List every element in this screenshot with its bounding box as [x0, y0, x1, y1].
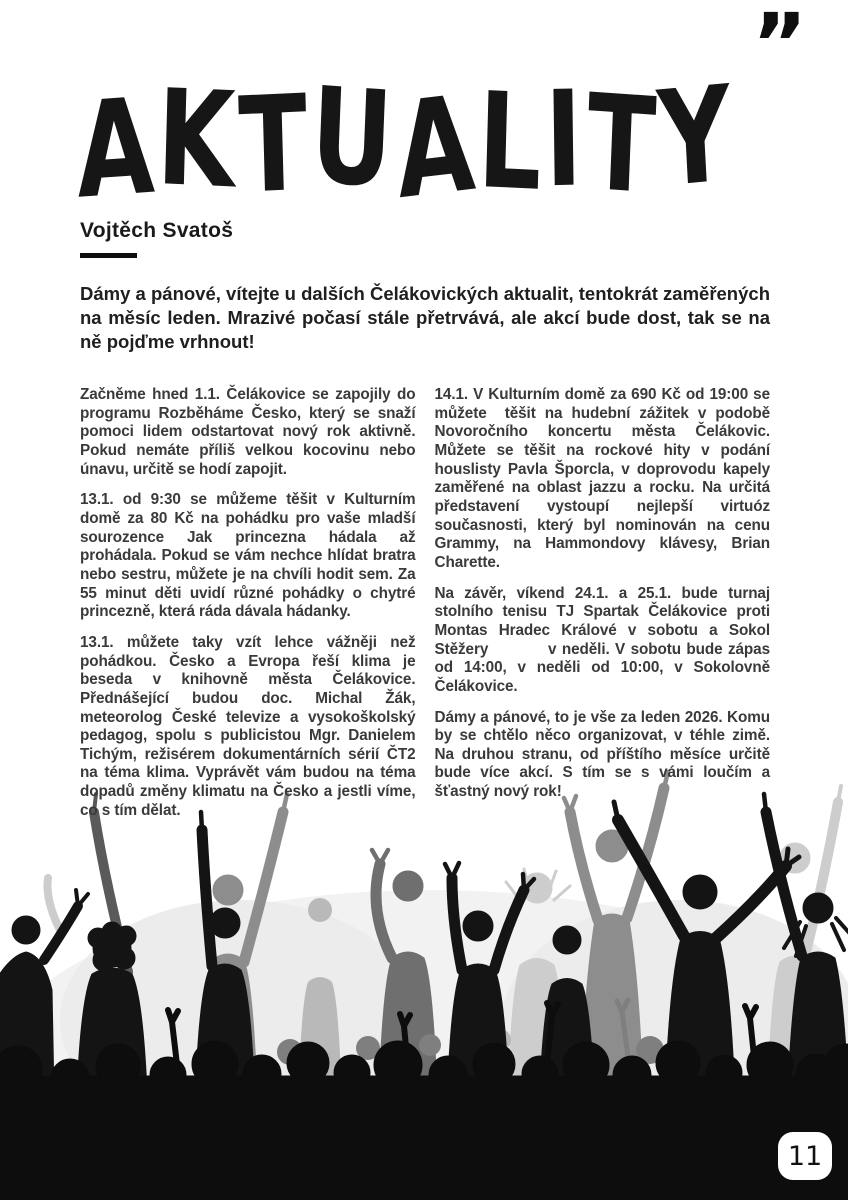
page-title: AKTUALITY	[73, 56, 740, 229]
quote-mark-icon: ”	[752, 0, 808, 93]
page-number: 11	[787, 1140, 823, 1172]
paragraph: Na závěr, víkend 24.1. a 25.1. bude turnaj stolního tenisu TJ Spartak Čelákovice proti Montas Hradec Králové v sobotu a Sokol Stěžery v neděli. V sobotu bude zápas od 14:00, v neděli od 10:00, v Sokolovně Čelákovice.	[434, 584, 775, 695]
paragraph: Začněme hned 1.1. Čelákovice se zapojily do programu Rozběháme Česko, který se snaží pomoci lidem odstartovat nový rok aktivně. Pokud nemáte příliš velkou kocovinu nebo únavu, určitě se hodí zapojit.	[80, 386, 420, 478]
paragraph: 14.1. V Kulturním domě za 690 Kč od 19:00 se můžete těšit na hudební zážitek v podobě Novoročního koncertu města Čelákovic. Můžete se těšit na rockové hity v podání houslisty Pavla Šporcla, v doprovodu kapely zaměřené na oblast jazzu a rocku. Na určitá představení vystoupí nejlepší virtuóz současnosti, který byl nominován na cenu Grammy, na Hammondovy klávesy, Brian Charette.	[434, 386, 775, 571]
page-number-badge	[778, 1132, 832, 1180]
intro-paragraph: Dámy a pánové, vítejte u dalších Čelákovických aktualit, tentokrát zaměřených na měsíc leden. Mrazivé počasí stále přetrvává, ale akcí bude dost, tak se na ně pojďme vrhnout!	[80, 283, 770, 353]
paragraph: Dámy a pánové, to je vše za leden 2026. Komu by se chtělo něco organizovat, v téhle zimě. Na druhou stranu, od příštího měsíce určitě bude více akcí. S tím se s vámi loučím a šťastný nový rok!	[434, 708, 775, 801]
author-divider	[80, 253, 137, 258]
article-columns	[80, 386, 775, 832]
right-column	[434, 386, 775, 832]
left-column	[80, 386, 420, 832]
paragraph: 13.1. od 9:30 se můžeme těšit v Kulturním domě za 80 Kč na pohádku pro vaše mladší sourozence Jak princezna hádala až prohádala. Pokud se vám nechce hlídat bratra nebo sestru, můžete je na chvíli hodit sem. Za 55 minut děti uvidí různé pohádky o chytré princezně, která ráda dávala hádanky.	[80, 491, 420, 621]
author-name: Vojtěch Svatoš	[80, 219, 234, 242]
paragraph: 13.1. můžete taky vzít lehce vážněji než pohádkou. Česko a Evropa řeší klima je beseda v knihovně města Čelákovice. Přednášející budou doc. Michal Žák, meteorolog České televize a vysokoškolský pedagog, spolu s publicistou Mgr. Danielem Tichým, režisérem dokumentárních sérií ČT2 na téma klima. Vyprávět vám budou na téma dopadů změny klimatu na Česko a jestli víme, co s tím dělat.	[80, 633, 420, 819]
